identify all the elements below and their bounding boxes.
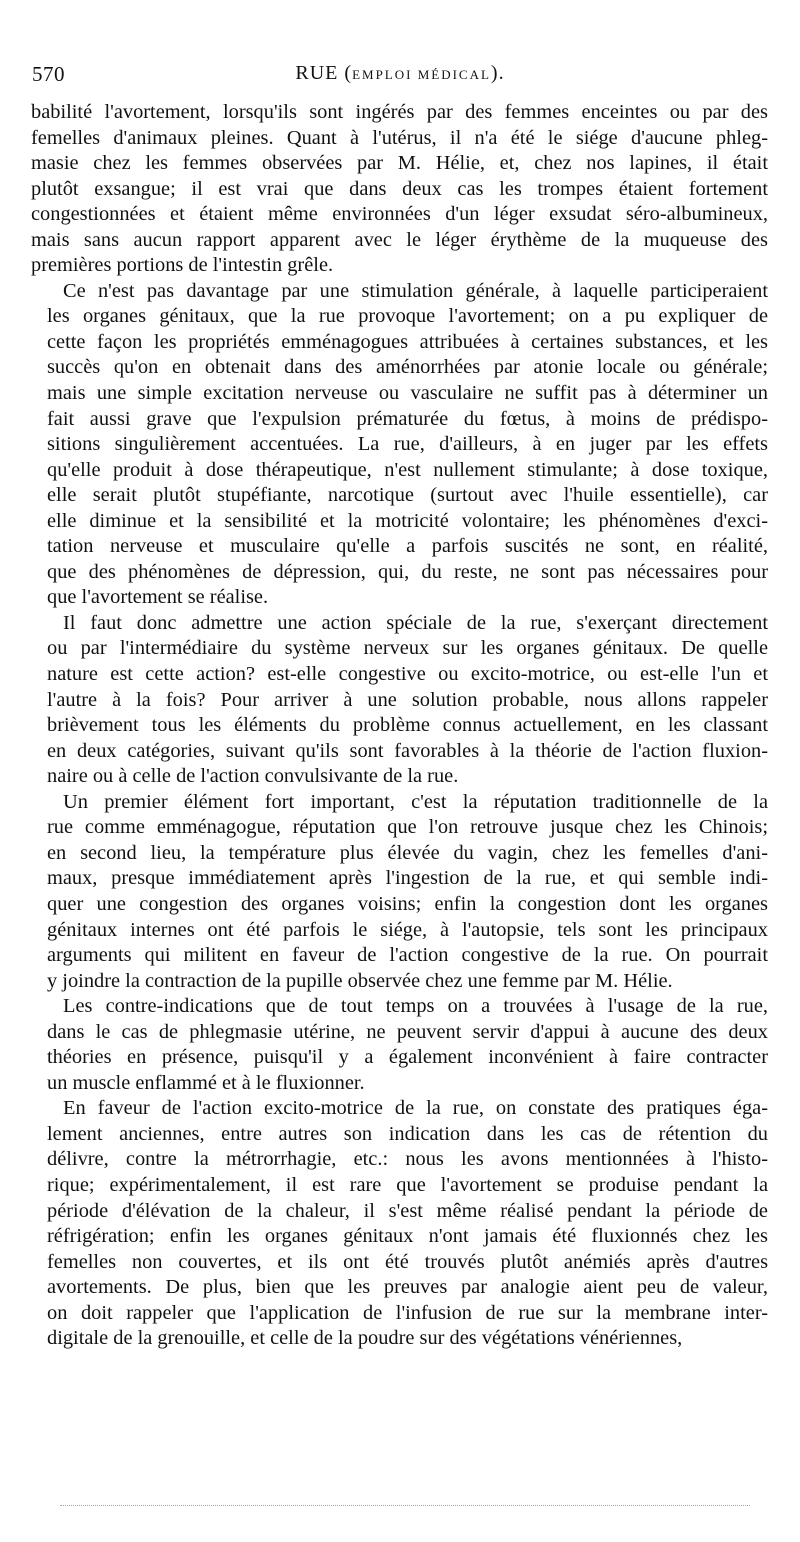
text-line: avortements. De plus, bien que les preuves par analogie aient peu de valeur, bbox=[47, 1276, 768, 1299]
text-line: quer une congestion des organes voisins; enfin la congestion dont les organes bbox=[47, 892, 768, 915]
text-line: cette façon les propriétés emménagogues attribuées à certaines substances, et les bbox=[47, 330, 768, 353]
running-head bbox=[32, 62, 768, 92]
text-line: rue comme emménagogue, réputation que l'on retrouve jusque chez les Chinois; bbox=[47, 816, 768, 839]
text-line: en second lieu, la température plus élevée du vagin, chez les femelles d'ani- bbox=[47, 841, 768, 864]
text-line: congestionnées et étaient même environnées d'un léger exsudat séro-albumineux, bbox=[31, 203, 768, 226]
text-line: période d'élévation de la chaleur, il s'est même réalisé pendant la période de bbox=[47, 1199, 768, 1222]
running-title-paren-open: ( bbox=[344, 62, 353, 84]
text-line: dans le cas de phlegmasie utérine, ne peuvent servir d'appui à aucune des deux bbox=[47, 1020, 768, 1043]
text-line: sitions singulièrement accentuées. La rue, d'ailleurs, à en juger par les effets bbox=[47, 433, 768, 456]
paragraph bbox=[31, 1096, 768, 1351]
paragraph bbox=[31, 100, 768, 279]
text-line: Il faut donc admettre une action spéciale de la rue, s'exerçant directement bbox=[63, 611, 768, 634]
paragraph bbox=[31, 611, 768, 790]
text-line: rique; expérimentalement, il est rare que l'avortement se produise pendant la bbox=[47, 1173, 768, 1196]
text-line: mais une simple excitation nerveuse ou vasculaire ne suffit pas à déterminer un bbox=[47, 382, 768, 405]
text-line: l'autre à la fois? Pour arriver à une solution probable, nous allons rappeler bbox=[47, 688, 768, 711]
text-line: femelles non couvertes, et ils ont été trouvés plutôt anémiés après d'autres bbox=[47, 1250, 768, 1273]
text-line: que des phénomènes de dépression, qui, du reste, ne sont pas nécessaires pour bbox=[47, 560, 768, 583]
text-line: en deux catégories, suivant qu'ils sont favorables à la théorie de l'action fluxion- bbox=[47, 739, 768, 762]
text-line: elle diminue et la sensibilité et la motricité volontaire; les phénomènes d'exci- bbox=[47, 509, 768, 532]
text-line: femelles d'animaux pleines. Quant à l'utérus, il n'a été le siége d'aucune phleg- bbox=[31, 126, 768, 149]
text-line: mais sans aucun rapport apparent avec le léger érythème de la muqueuse des bbox=[31, 228, 768, 251]
bottom-rule bbox=[60, 1505, 750, 1506]
text-line: elle serait plutôt stupéfiante, narcotique (surtout avec l'huile essentielle), car bbox=[47, 484, 768, 507]
text-line: génitaux internes ont été parfois le siége, à l'autopsie, tels sont les principaux bbox=[47, 918, 768, 941]
text-line: digitale de la grenouille, et celle de la poudre sur des végétations vénériennes, bbox=[47, 1327, 683, 1350]
text-line: Ce n'est pas davantage par une stimulation générale, à laquelle participeraient bbox=[63, 279, 768, 302]
running-title-paren-close: ). bbox=[490, 62, 505, 84]
text-line: qu'elle produit à dose thérapeutique, n'est nullement stimulante; à dose toxique, bbox=[47, 458, 768, 481]
text-line: que l'avortement se réalise. bbox=[47, 586, 269, 609]
text-line: maux, presque immédiatement après l'ingestion de la rue, et qui semble indi- bbox=[47, 867, 768, 890]
running-title bbox=[32, 62, 768, 85]
body-text bbox=[31, 100, 768, 1352]
text-line: un muscle enflammé et à le fluxionner. bbox=[47, 1071, 365, 1094]
text-line: Les contre-indications que de tout temps on a trouvées à l'usage de la rue, bbox=[63, 995, 768, 1018]
text-line: En faveur de l'action excito-motrice de la rue, on constate des pratiques éga- bbox=[63, 1097, 768, 1120]
text-line: masie chez les femmes observées par M. Hélie, et, chez nos lapines, il était bbox=[31, 152, 768, 175]
text-line: plutôt exsangue; il est vrai que dans deux cas les trompes étaient fortement bbox=[31, 177, 768, 200]
text-line: brièvement tous les éléments du problème connus actuellement, en les classant bbox=[47, 714, 768, 737]
text-line: lement anciennes, entre autres son indication dans les cas de rétention du bbox=[47, 1122, 768, 1145]
text-line: ou par l'intermédiaire du système nerveux sur les organes génitaux. De quelle bbox=[47, 637, 768, 660]
text-line: succès qu'on en obtenait dans des aménorrhées par atonie locale ou générale; bbox=[47, 356, 768, 379]
text-line: on doit rappeler que l'application de l'infusion de rue sur la membrane inter- bbox=[47, 1301, 768, 1324]
text-line: réfrigération; enfin les organes génitaux n'ont jamais été fluxionnés chez les bbox=[47, 1225, 768, 1248]
text-line: babilité l'avortement, lorsqu'ils sont ingérés par des femmes enceintes ou par des bbox=[31, 101, 768, 123]
running-title-subtitle: EMPLOI MÉDICAL bbox=[352, 67, 491, 82]
paragraph bbox=[31, 994, 768, 1096]
text-line: Un premier élément fort important, c'est la réputation traditionnelle de la bbox=[63, 790, 768, 813]
paragraph bbox=[31, 790, 768, 994]
page-number: 570 bbox=[32, 62, 65, 86]
text-line: y joindre la contraction de la pupille observée chez une femme par M. Hélie. bbox=[47, 969, 673, 992]
text-line: théories en présence, puisqu'il y a également inconvénient à faire contracter bbox=[47, 1046, 768, 1069]
text-line: délivre, contre la métrorrhagie, etc.: nous les avons mentionnées à l'histo- bbox=[47, 1148, 768, 1171]
text-line: tation nerveuse et musculaire qu'elle a parfois suscités ne sont, en réalité, bbox=[47, 535, 768, 558]
text-line: les organes génitaux, que la rue provoque l'avortement; on a pu expliquer de bbox=[47, 305, 768, 328]
text-line: arguments qui militent en faveur de l'action congestive de la rue. On pourrait bbox=[47, 944, 768, 967]
text-line: naire ou à celle de l'action convulsivante de la rue. bbox=[47, 765, 459, 788]
paragraph bbox=[31, 279, 768, 611]
text-line: nature est cette action? est-elle congestive ou excito-motrice, ou est-elle l'un et bbox=[47, 663, 768, 686]
running-title-main: RUE bbox=[295, 62, 339, 84]
text-line: fait aussi grave que l'expulsion prématurée du fœtus, à moins de prédispo- bbox=[47, 407, 768, 430]
text-line: premières portions de l'intestin grêle. bbox=[31, 254, 334, 277]
